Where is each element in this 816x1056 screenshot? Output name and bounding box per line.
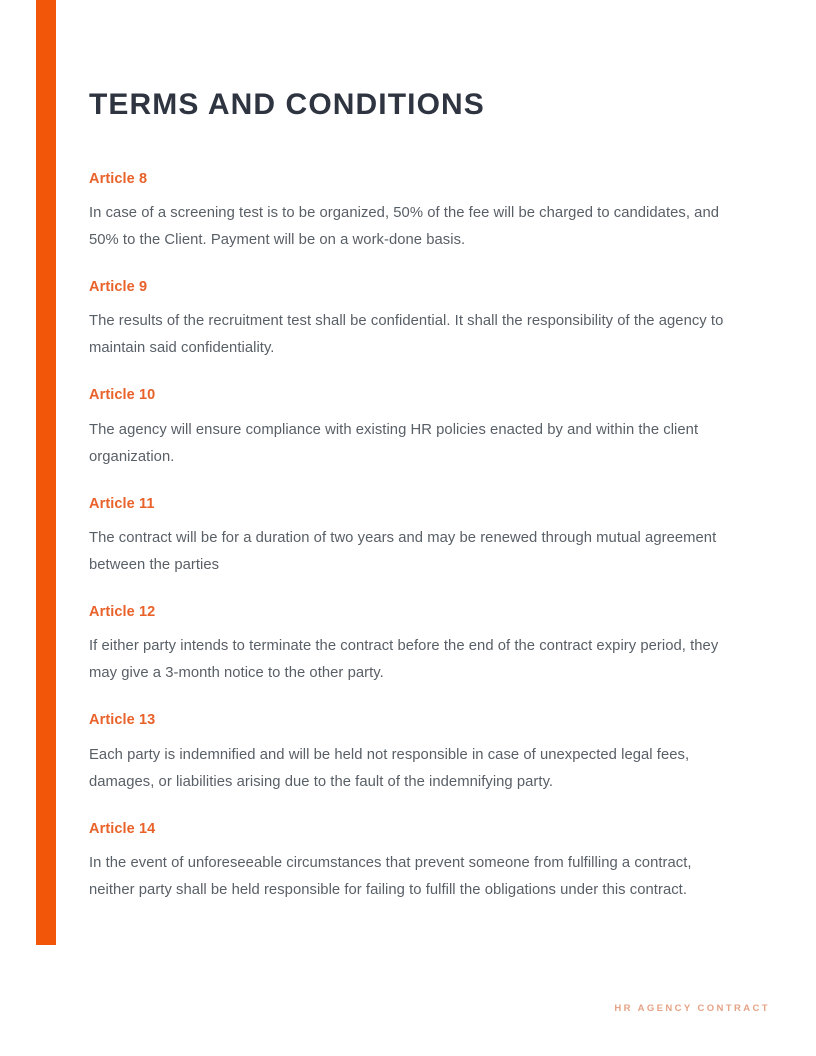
article-label: Article 9	[89, 278, 148, 295]
article-block	[89, 171, 739, 254]
article-body: The contract will be for a duration of two years and may be renewed through mutual agreement between the parties	[89, 530, 717, 574]
footer-label: HR AGENCY CONTRACT	[614, 1003, 770, 1014]
left-accent-bar	[36, 0, 56, 945]
article-body: The results of the recruitment test shall be confidential. It shall the responsibility of the agency to maintain said confidentiality.	[89, 313, 724, 357]
document-content	[89, 0, 739, 929]
article-body: The agency will ensure compliance with existing HR policies enacted by and within the client organization.	[89, 421, 699, 465]
article-body: In case of a screening test is to be organized, 50% of the fee will be charged to candidates, and 50% to the Client. Payment will be on a work-done basis.	[89, 204, 720, 248]
article-block	[89, 821, 739, 904]
article-block	[89, 387, 739, 470]
article-block	[89, 279, 739, 362]
article-body: In the event of unforeseeable circumstances that prevent someone from fulfilling a contract, neither party shall be held responsible for failing to fulfill the obligations under this contract.	[89, 855, 692, 899]
article-body: If either party intends to terminate the contract before the end of the contract expiry period, they may give a 3-month notice to the other party.	[89, 638, 719, 682]
article-label: Article 12	[89, 604, 156, 621]
article-block	[89, 604, 739, 687]
article-label: Article 14	[89, 820, 156, 837]
article-label: Article 8	[89, 170, 148, 187]
article-body: Each party is indemnified and will be held not responsible in case of unexpected legal fees, damages, or liabilities arising due to the fault of the indemnifying party.	[89, 746, 690, 790]
articles-list	[89, 171, 739, 905]
page-title: TERMS AND CONDITIONS	[89, 88, 485, 121]
article-label: Article 10	[89, 387, 156, 404]
article-label: Article 11	[89, 495, 155, 512]
article-label: Article 13	[89, 712, 156, 729]
article-block	[89, 712, 739, 795]
article-block	[89, 496, 739, 579]
